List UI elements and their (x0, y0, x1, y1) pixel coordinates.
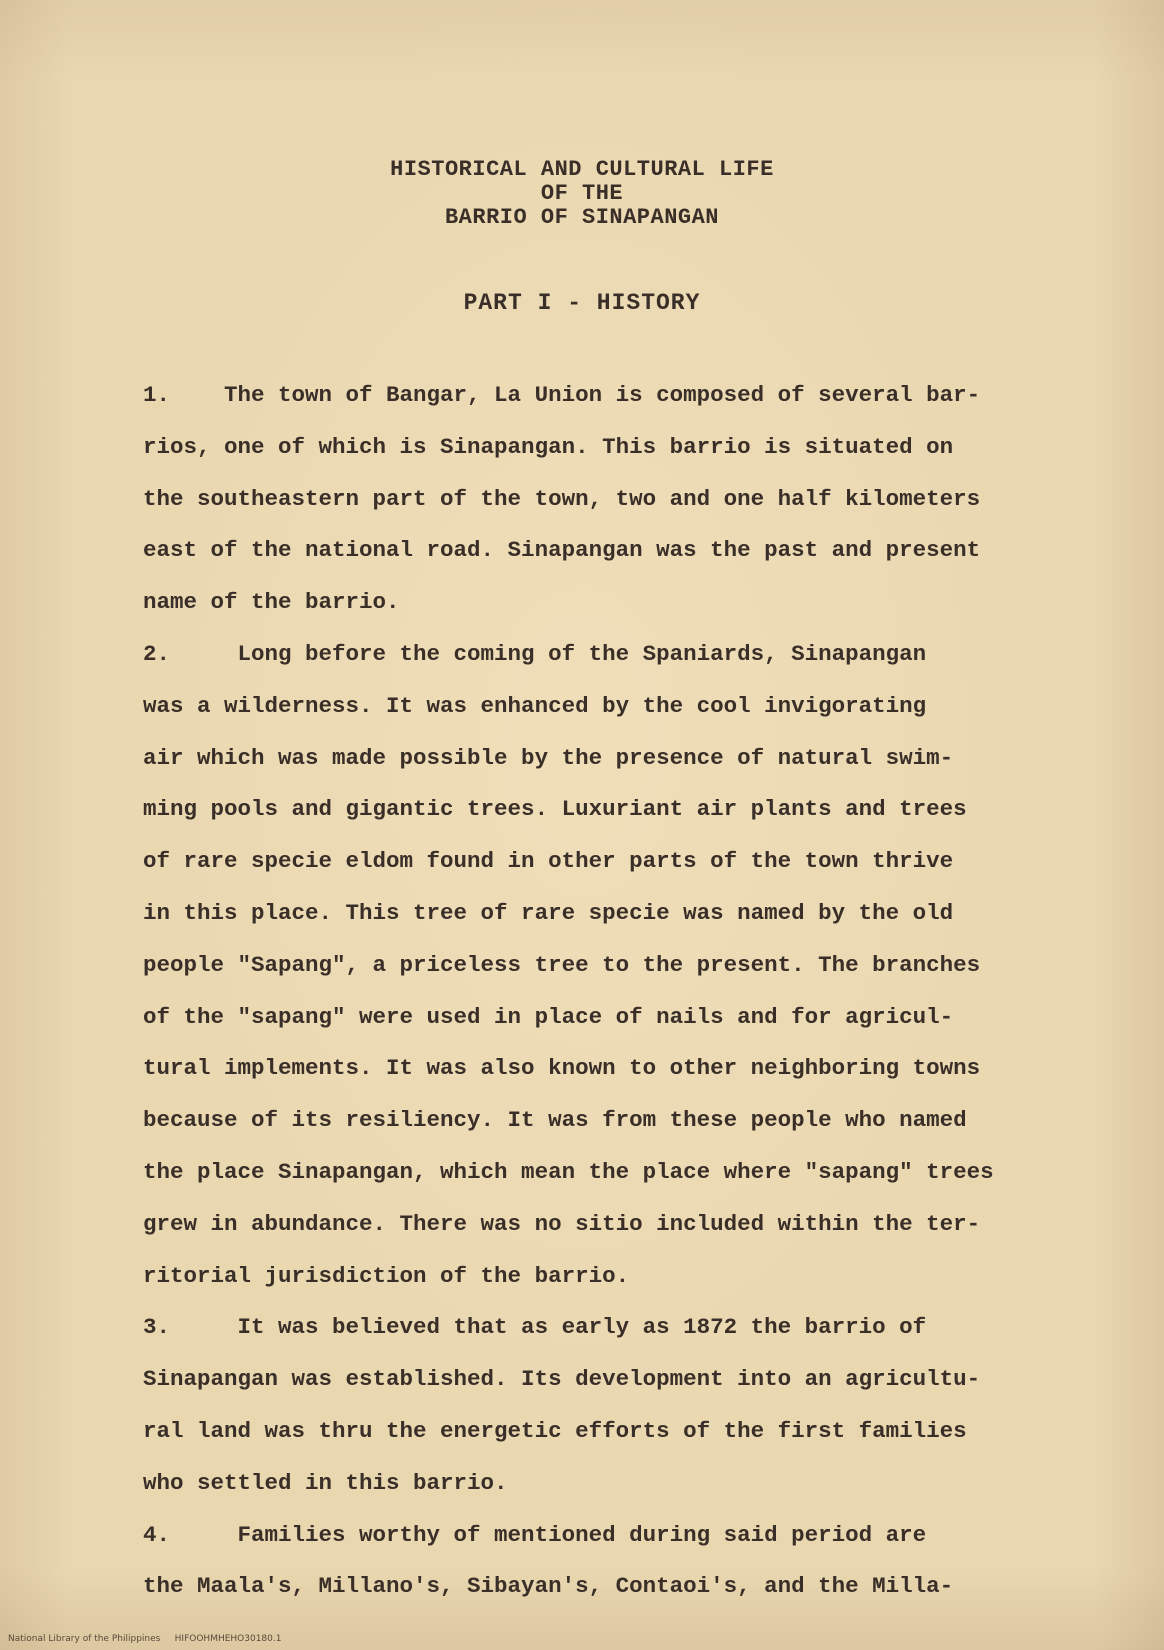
text-line: 1. The town of Bangar, La Union is composed of several bar- (143, 382, 981, 408)
text-line: of rare specie eldom found in other parts of the town thrive (143, 848, 954, 875)
text-line: the southeastern part of the town, two and one half kilometers (143, 485, 981, 512)
document-heading (0, 158, 1164, 230)
text-line: rios, one of which is Sinapangan. This barrio is situated on (143, 433, 954, 460)
text-line: in this place. This tree of rare specie was named by the old (143, 899, 954, 926)
text-line: Sinapangan was established. Its development into an agricultu- (143, 1366, 981, 1393)
text-line: grew in abundance. There was no sitio included within the ter- (143, 1210, 981, 1237)
text-line: was a wilderness. It was enhanced by the cool invigorating (143, 692, 927, 719)
text-line: ritorial jurisdiction of the barrio. (143, 1262, 630, 1289)
text-line: of the "sapang" were used in place of nails and for agricul- (143, 1003, 954, 1030)
heading-line-2: OF THE (540, 181, 624, 206)
text-line: the place Sinapangan, which mean the place where "sapang" trees (143, 1158, 994, 1185)
text-line: who settled in this barrio. (143, 1469, 508, 1496)
text-line: ral land was thru the energetic efforts of the first families (143, 1417, 967, 1444)
text-line: name of the barrio. (143, 589, 400, 616)
text-line: east of the national road. Sinapangan was the past and present (143, 537, 981, 564)
text-line: because of its resiliency. It was from these people who named (143, 1107, 967, 1134)
text-line: 3. It was believed that as early as 1872 the barrio of (143, 1314, 927, 1341)
text-line: tural implements. It was also known to other neighboring towns (143, 1055, 981, 1082)
text-line: 4. Families worthy of mentioned during said period are (143, 1521, 927, 1548)
text-line: people "Sapang", a priceless tree to the present. The branches (143, 951, 981, 978)
text-line: ming pools and gigantic trees. Luxuriant air plants and trees (143, 796, 967, 823)
heading-line-3: BARRIO OF SINAPANGAN (444, 205, 720, 230)
text-line: air which was made possible by the presence of natural swim- (143, 744, 954, 771)
footer-caption: National Library of the Philippines HIFOOHMHEHO30180.1 (8, 1634, 282, 1644)
text-line: the Maala's, Millano's, Sibayan's, Contaoi's, and the Milla- (143, 1573, 954, 1600)
text-line: 2. Long before the coming of the Spaniards, Sinapangan (143, 640, 927, 667)
heading-line-1: HISTORICAL AND CULTURAL LIFE (390, 157, 774, 182)
body-text (143, 370, 1133, 1613)
part-title: PART I - HISTORY (463, 290, 701, 316)
